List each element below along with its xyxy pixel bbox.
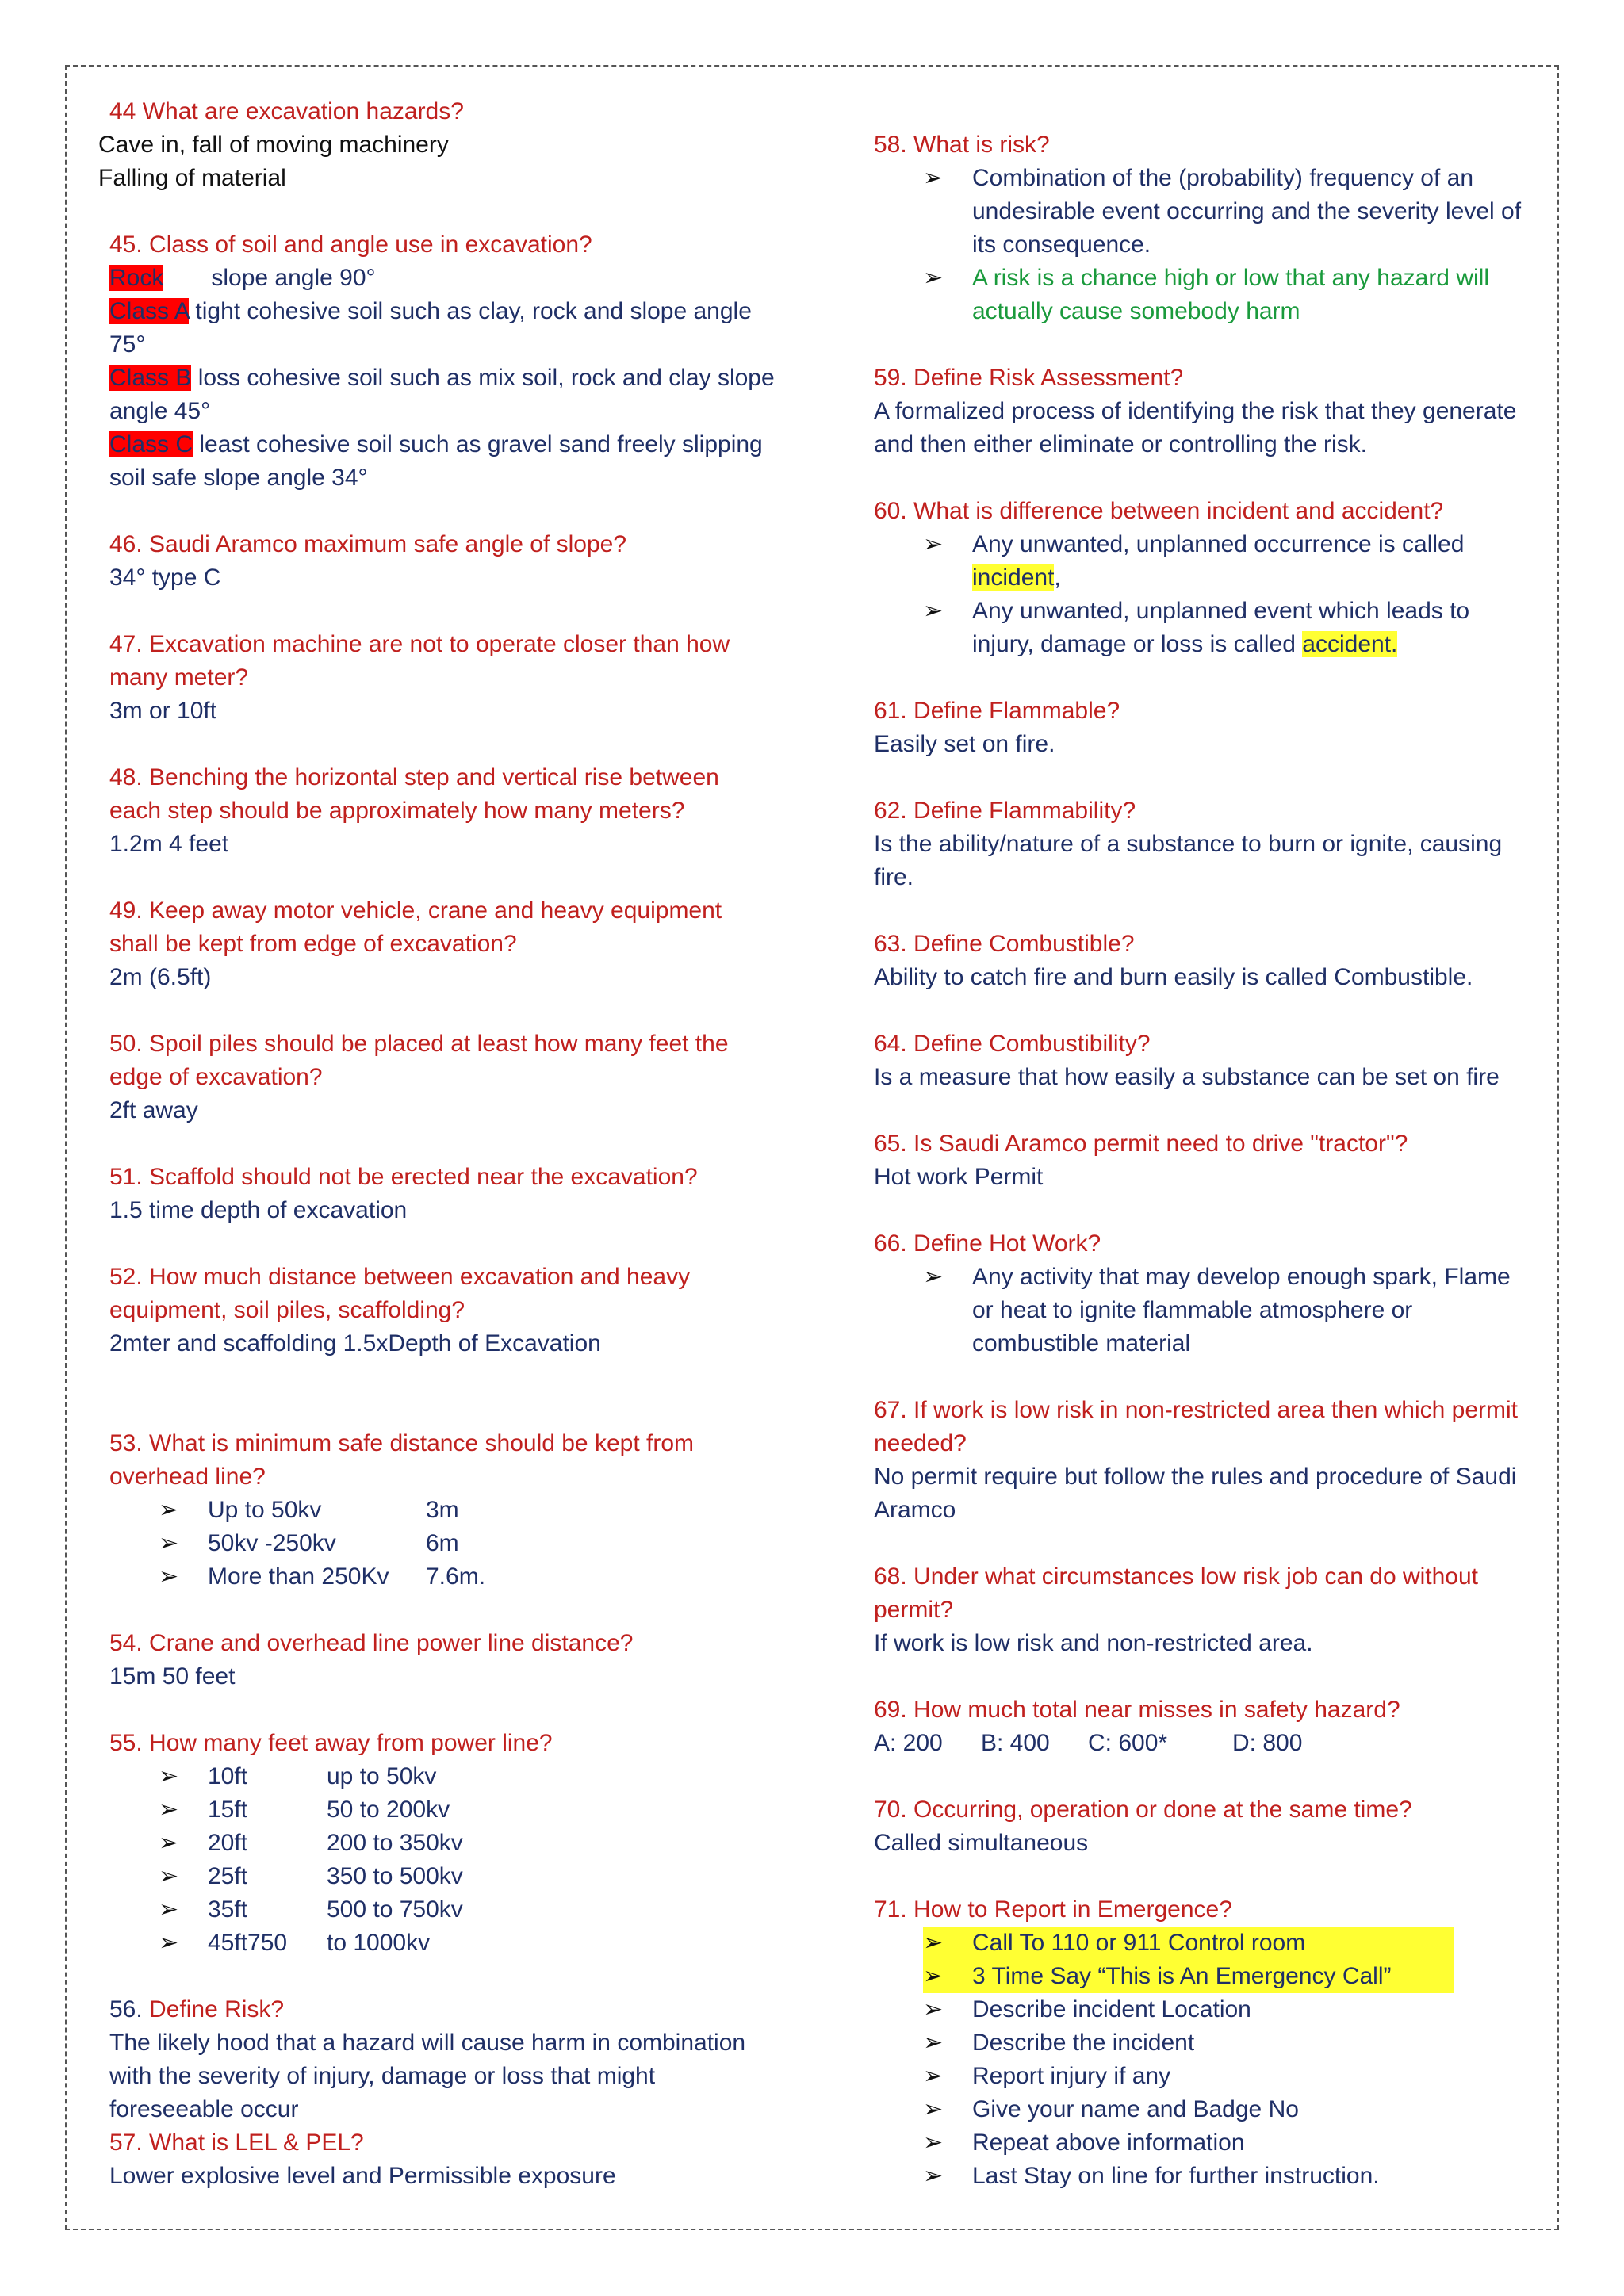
q53-distance: 7.6m.	[426, 1563, 486, 1590]
q56-question	[109, 1993, 776, 2026]
q63-block	[874, 928, 1532, 994]
option-b: B: 400	[981, 1730, 1050, 1756]
q45-block	[109, 228, 776, 495]
q53-item	[159, 1494, 776, 1527]
q55-range: 350 to 500kv	[327, 1863, 463, 1889]
q65-block	[874, 1127, 1532, 1194]
q67-question: 67. If work is low risk in non-restricted area then which permit needed?	[874, 1397, 1518, 1456]
q55-item	[159, 1927, 776, 1960]
q47-block	[109, 628, 776, 728]
q49-answer: 2m (6.5ft)	[109, 964, 212, 990]
accident-highlight: accident.	[1302, 631, 1398, 657]
q44-answer-1: Cave in, fall of moving machinery	[98, 132, 449, 158]
q58-bullet-1: ➢ Combination of the (probability) frequency of an undesirable event occurring and the severity level of its consequence.	[923, 162, 1532, 262]
q55-range: to 1000kv	[327, 1930, 431, 1956]
q64-answer: Is a measure that how easily a substance can be set on fire	[874, 1064, 1500, 1090]
q56-text: Define Risk?	[149, 1996, 285, 2022]
q44-answer-2: Falling of material	[98, 165, 286, 191]
q50-block	[109, 1027, 776, 1127]
q61-answer: Easily set on fire.	[874, 731, 1055, 757]
left-column	[98, 95, 776, 2226]
q55-feet: 20ft	[208, 1830, 248, 1856]
q71-question: 71. How to Report in Emergence?	[874, 1896, 1232, 1923]
q60-question: 60. What is difference between incident and accident?	[874, 498, 1444, 524]
class-a-text: tight cohesive soil such as clay, rock and slope angle 75°	[109, 298, 752, 358]
q48-question: 48. Benching the horizontal step and vertical rise between each step should be approximately how many meters?	[109, 764, 719, 824]
q71-item: ➢ Repeat above information	[923, 2126, 1532, 2160]
q50-answer: 2ft away	[109, 1097, 198, 1123]
q69-question: 69. How much total near misses in safety hazard?	[874, 1697, 1400, 1723]
q45-question: 45. Class of soil and angle use in excavation?	[109, 232, 592, 258]
q54-question: 54. Crane and overhead line power line distance?	[109, 1630, 634, 1656]
q67-answer: No permit require but follow the rules and procedure of Saudi Aramco	[874, 1464, 1517, 1523]
q58-question: 58. What is risk?	[874, 132, 1050, 158]
q61-question: 61. Define Flammable?	[874, 698, 1120, 724]
option-c: C: 600*	[1088, 1730, 1168, 1756]
q55-range: 200 to 350kv	[327, 1830, 463, 1856]
q69-block	[874, 1693, 1532, 1760]
q53-block	[109, 1427, 776, 1594]
q52-answer: 2mter and scaffolding 1.5xDepth of Excavation	[109, 1330, 601, 1357]
q65-question: 65. Is Saudi Aramco permit need to drive "tractor"?	[874, 1131, 1408, 1157]
q67-block	[874, 1394, 1532, 1527]
q45-class-a	[109, 295, 776, 362]
q49-block	[109, 894, 776, 994]
q48-answer: 1.2m 4 feet	[109, 831, 229, 857]
q53-item	[159, 1527, 776, 1560]
q55-item	[159, 1760, 776, 1793]
option-d: D: 800	[1232, 1730, 1303, 1756]
q70-question: 70. Occurring, operation or done at the same time?	[874, 1797, 1412, 1823]
q61-block	[874, 695, 1532, 761]
q53-voltage: Up to 50kv	[208, 1497, 322, 1523]
q64-block	[874, 1027, 1532, 1094]
q47-question: 47. Excavation machine are not to operate closer than how many meter?	[109, 631, 730, 691]
q64-question: 64. Define Combustibility?	[874, 1031, 1151, 1057]
q54-answer: 15m 50 feet	[109, 1663, 236, 1689]
q57-answer: Lower explosive level and Permissible exposure	[109, 2163, 616, 2189]
q56-number: 56.	[109, 1996, 150, 2022]
q71-item: ➢ Describe incident Location	[923, 1993, 1532, 2026]
q60-block	[874, 495, 1532, 661]
q45-rock	[109, 262, 776, 295]
q52-block	[109, 1261, 776, 1360]
q66-question: 66. Define Hot Work?	[874, 1230, 1101, 1257]
q55-feet: 15ft	[208, 1797, 248, 1823]
q53-voltage: 50kv -250kv	[208, 1530, 336, 1556]
q71-item: ➢ Describe the incident	[923, 2026, 1532, 2060]
q57-block	[109, 2126, 776, 2193]
q71-item: ➢ Last Stay on line for further instruction.	[923, 2160, 1532, 2193]
q44-block	[98, 95, 776, 195]
q68-answer: If work is low risk and non-restricted area.	[874, 1630, 1313, 1656]
q53-distance: 6m	[426, 1530, 459, 1556]
q55-feet: 10ft	[208, 1763, 248, 1789]
q62-answer: Is the ability/nature of a substance to burn or ignite, causing fire.	[874, 831, 1503, 890]
q55-item	[159, 1827, 776, 1860]
q66-bullet: ➢ Any activity that may develop enough spark, Flame or heat to ignite flammable atmosphere or combustible material	[923, 1261, 1532, 1360]
rock-text: slope angle 90°	[211, 265, 376, 291]
q55-range: 50 to 200kv	[327, 1797, 450, 1823]
q62-block	[874, 794, 1532, 894]
q49-question: 49. Keep away motor vehicle, crane and heavy equipment shall be kept from edge of excavation?	[109, 897, 722, 957]
class-c-text: least cohesive soil such as gravel sand freely slipping soil safe slope angle 34°	[109, 431, 763, 491]
option-a: A: 200	[874, 1730, 943, 1756]
q53-distance: 3m	[426, 1497, 459, 1523]
class-b-tag: Class B	[109, 365, 192, 391]
q57-question: 57. What is LEL & PEL?	[109, 2130, 364, 2156]
q68-question: 68. Under what circumstances low risk job can do without permit?	[874, 1563, 1479, 1623]
class-c-tag: Class C	[109, 431, 193, 457]
q66-block	[874, 1227, 1532, 1360]
q45-class-b	[109, 362, 776, 428]
q71-block	[874, 1893, 1532, 2193]
q55-feet: 45ft750	[208, 1930, 288, 1956]
q59-question: 59. Define Risk Assessment?	[874, 365, 1184, 391]
q55-feet: 25ft	[208, 1863, 248, 1889]
q70-answer: Called simultaneous	[874, 1830, 1089, 1856]
q46-block	[109, 528, 776, 595]
q71-item: ➢ Give your name and Badge No	[923, 2093, 1532, 2126]
q65-answer: Hot work Permit	[874, 1164, 1044, 1190]
q59-answer: A formalized process of identifying the risk that they generate and then either eliminate or controlling the risk.	[874, 398, 1517, 457]
q48-block	[109, 761, 776, 861]
q53-voltage: More than 250Kv	[208, 1563, 389, 1590]
q52-question: 52. How much distance between excavation and heavy equipment, soil piles, scaffolding?	[109, 1264, 691, 1323]
q63-question: 63. Define Combustible?	[874, 931, 1135, 957]
rock-tag: Rock	[109, 265, 164, 291]
q55-item	[159, 1893, 776, 1927]
q55-range: up to 50kv	[327, 1763, 437, 1789]
q45-class-c	[109, 428, 776, 495]
q68-block	[874, 1560, 1532, 1660]
q60-bullet-1	[923, 528, 1532, 595]
q55-item	[159, 1793, 776, 1827]
q55-range: 500 to 750kv	[327, 1896, 463, 1923]
q71-highlight-item: ➢ Call To 110 or 911 Control room	[923, 1927, 1454, 1960]
q58-bullet-2: ➢ A risk is a chance high or low that any hazard will actually cause somebody harm	[923, 262, 1532, 328]
q51-answer: 1.5 time depth of excavation	[109, 1197, 408, 1223]
q58-block	[874, 128, 1532, 328]
q54-block	[109, 1627, 776, 1693]
incident-highlight: incident	[972, 564, 1055, 591]
q51-block	[109, 1161, 776, 1227]
q50-question: 50. Spoil piles should be placed at least how many feet the edge of excavation?	[109, 1031, 729, 1090]
q60-b1-comma: ,	[1054, 564, 1061, 591]
q59-block	[874, 362, 1532, 461]
q55-item	[159, 1860, 776, 1893]
q60-bullet-2	[923, 595, 1532, 661]
q70-block	[874, 1793, 1532, 1860]
q53-item	[159, 1560, 776, 1594]
q55-question: 55. How many feet away from power line?	[109, 1730, 553, 1756]
q46-question: 46. Saudi Aramco maximum safe angle of slope?	[109, 531, 627, 557]
q55-block	[109, 1727, 776, 1960]
class-b-text: loss cohesive soil such as mix soil, rock and clay slope angle 45°	[109, 365, 775, 424]
q44-question: 44 What are excavation hazards?	[109, 98, 464, 124]
right-column	[874, 128, 1532, 2226]
q60-b2-text: Any unwanted, unplanned event which leads to injury, damage or loss is called	[972, 598, 1470, 657]
q55-feet: 35ft	[208, 1896, 248, 1923]
q60-b1-text: Any unwanted, unplanned occurrence is called	[972, 531, 1465, 557]
q62-question: 62. Define Flammability?	[874, 798, 1136, 824]
q69-options	[874, 1727, 1532, 1760]
q46-answer: 34° type C	[109, 564, 221, 591]
q71-highlight-item: ➢ 3 Time Say “This is An Emergency Call”	[923, 1960, 1454, 1993]
q56-answer: The likely hood that a hazard will cause harm in combination with the severity of injury, damage or loss that might foreseeable occur	[109, 2030, 746, 2122]
class-a-tag: Class A	[109, 298, 190, 324]
q71-item: ➢ Report injury if any	[923, 2060, 1532, 2093]
q56-block	[109, 1993, 776, 2126]
q51-question: 51. Scaffold should not be erected near the excavation?	[109, 1164, 698, 1190]
q47-answer: 3m or 10ft	[109, 698, 217, 724]
q53-question: 53. What is minimum safe distance should be kept from overhead line?	[109, 1430, 694, 1490]
q63-answer: Ability to catch fire and burn easily is called Combustible.	[874, 964, 1473, 990]
